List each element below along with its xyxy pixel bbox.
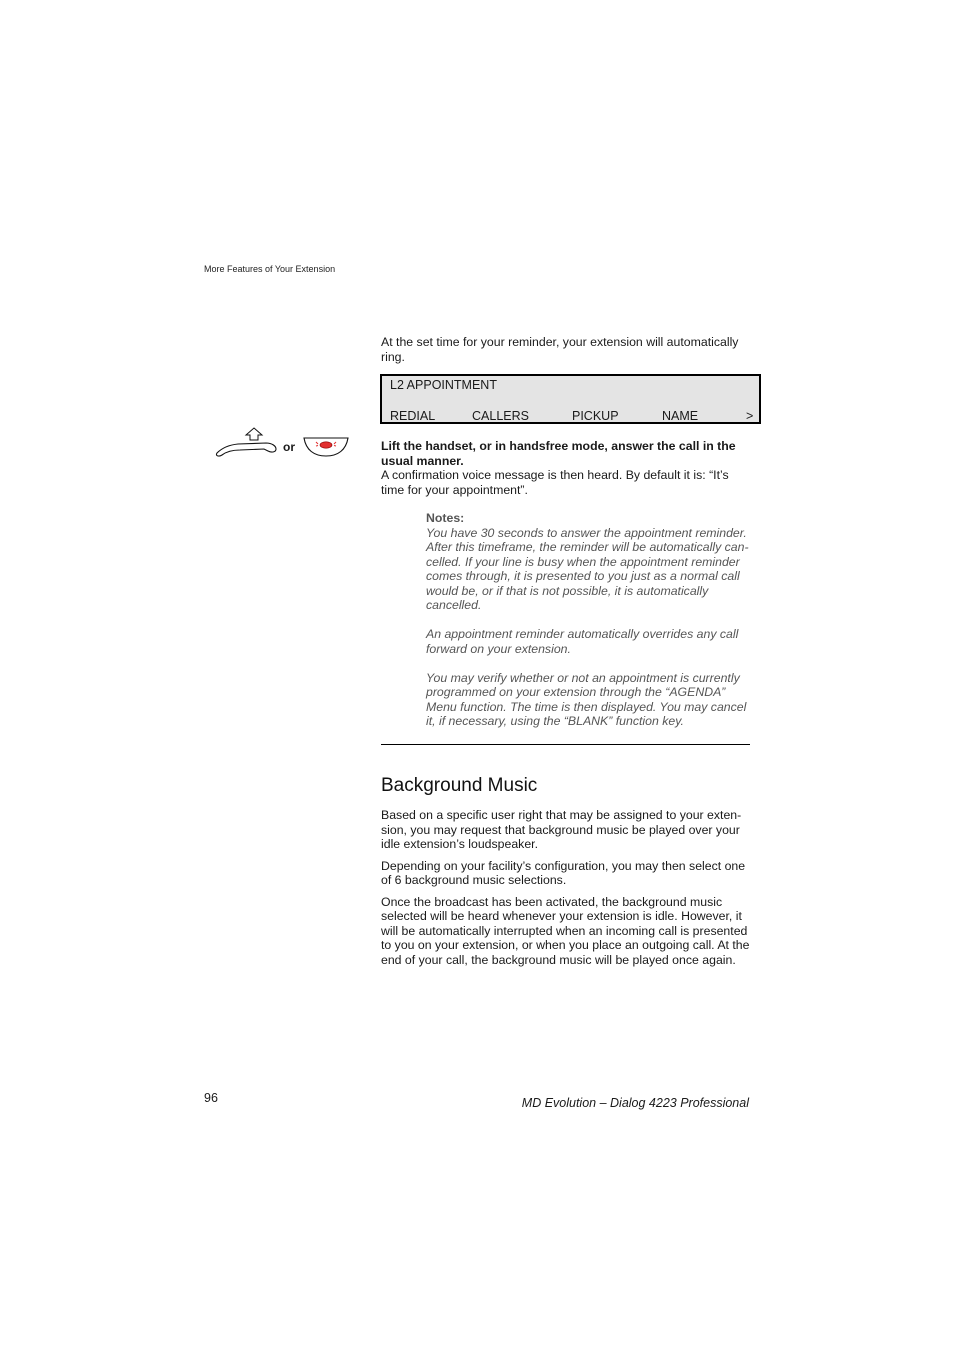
handset-lift-icon bbox=[214, 426, 278, 458]
body-paragraph: Depending on your facility’s configuration, you may then select one of 6 background music selections. bbox=[381, 858, 746, 887]
softkey-callers: CALLERS bbox=[472, 409, 529, 423]
running-header: More Features of Your Extension bbox=[204, 264, 336, 274]
section-body bbox=[381, 808, 753, 974]
note-item: You have 30 seconds to answer the appointment reminder. After this timeframe, the reminder will be automatically can-celled. If your line is busy when the appointment reminder comes through, it is presented to you just as a normal call would be, or if that is not possible, it is automatically cancelled. bbox=[426, 525, 749, 612]
action-icons bbox=[214, 426, 354, 458]
note-item: An appointment reminder automatically overrides any call forward on your extension. bbox=[426, 627, 739, 656]
softkey-pickup: PICKUP bbox=[572, 409, 619, 423]
footer-title: MD Evolution – Dialog 4223 Professional bbox=[521, 1096, 749, 1110]
softkey-more: > bbox=[746, 409, 754, 423]
instruction-text: A confirmation voice message is then heard. By default it is: “It’s time for your appointment”. bbox=[381, 468, 729, 497]
display-line-1: L2 APPOINTMENT bbox=[390, 378, 497, 392]
softkey-redial: REDIAL bbox=[390, 409, 436, 423]
body-paragraph: Once the broadcast has been activated, the background music selected will be heard whenever your extension is idle. However, it will be automatically interrupted when an incoming call is presented to you on your extension, or when you place an outgoing call. At the end of your call, the background music will be played once again. bbox=[381, 894, 750, 967]
instruction-block bbox=[381, 439, 753, 497]
section-heading: Background Music bbox=[381, 775, 538, 796]
notes-title: Notes: bbox=[426, 511, 465, 525]
handsfree-key-icon bbox=[302, 436, 350, 458]
phone-display bbox=[380, 374, 761, 424]
or-label: or bbox=[283, 440, 295, 454]
body-paragraph: Based on a specific user right that may be assigned to your exten-sion, you may request that background music be played over your idle extension’s loudspeaker. bbox=[381, 808, 742, 851]
note-item: You may verify whether or not an appointment is currently programmed on your extension through the “AGENDA” Menu function. The time is then displayed. You may cancel it, if necessary, using the “BLANK” function key. bbox=[426, 670, 747, 728]
intro-paragraph: At the set time for your reminder, your extension will automatically ring. bbox=[381, 335, 739, 364]
notes-block bbox=[426, 511, 756, 743]
instruction-bold: Lift the handset, or in handsfree mode, answer the call in the usual manner. bbox=[381, 439, 736, 468]
section-divider bbox=[381, 744, 750, 745]
page-number: 96 bbox=[204, 1091, 218, 1105]
softkey-name: NAME bbox=[662, 409, 699, 423]
